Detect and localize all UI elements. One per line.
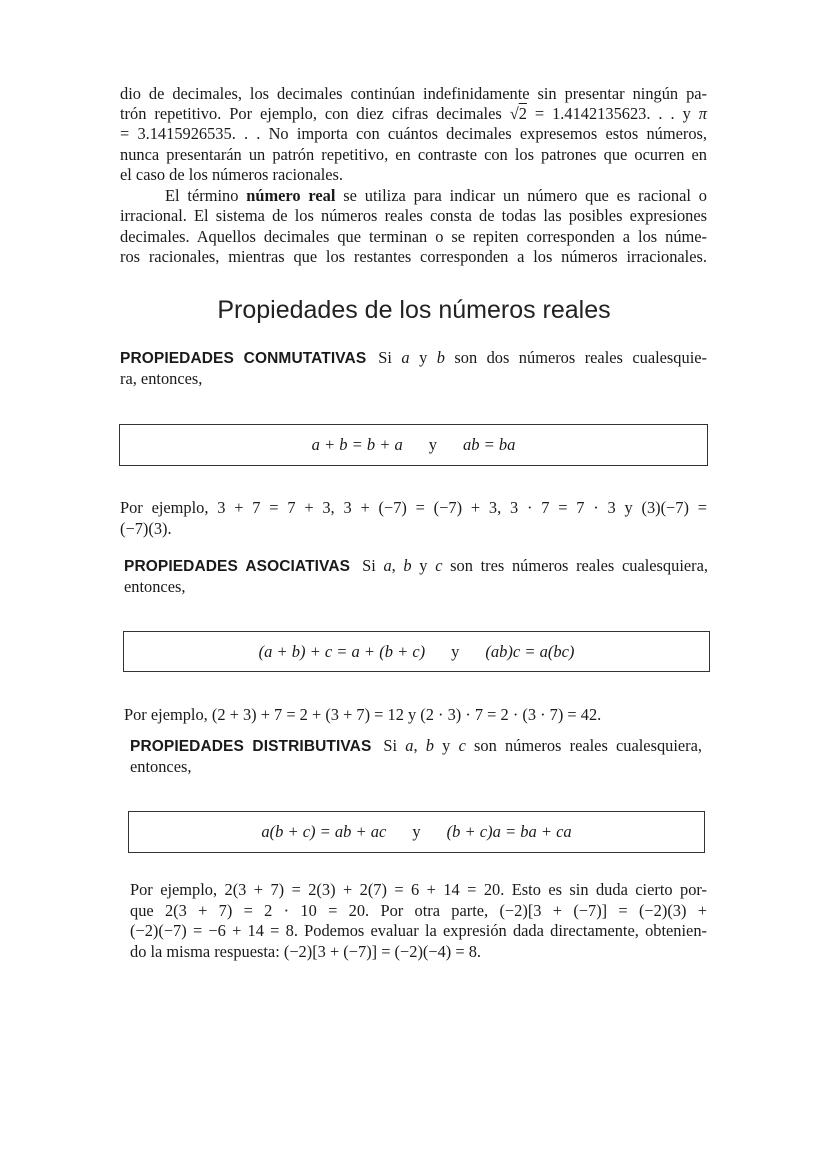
text-segment: El término (165, 186, 247, 205)
text-line (120, 348, 707, 369)
text-line (165, 186, 707, 206)
text-line (130, 736, 702, 757)
text-segment: Si (383, 736, 406, 755)
text-line: (−7)(3). (120, 519, 172, 538)
text-line: entonces, (124, 577, 186, 596)
text-line: nunca presentarán un patrón repetitivo, en contraste con los patrones que ocurren en (120, 145, 707, 164)
connector: y (428, 435, 437, 454)
text-line: Por ejemplo, (2 + 3) + 7 = 2 + (3 + 7) = 12 y (2 · 3) · 7 = 2 · (3 · 7) = 42. (124, 705, 602, 724)
section-heading: Propiedades de los números reales (217, 296, 611, 324)
var: c (435, 556, 443, 575)
text-line: = 3.1415926535. . . No importa con cuántos decimales expresemos estos números, (120, 124, 707, 143)
text-line (120, 104, 707, 124)
text-segment: son dos números reales cualesquie- (444, 348, 707, 367)
text-segment: y (411, 556, 436, 575)
text-line: que 2(3 + 7) = 2 · 10 = 20. Por otra parte, (−2)[3 + (−7)] = (−2)(3) + (130, 901, 707, 920)
formula-box (119, 424, 708, 466)
text-line: ra, entonces, (120, 369, 203, 388)
var: b (425, 736, 434, 755)
text-line: el caso de los números racionales. (120, 165, 344, 184)
property-title: PROPIEDADES CONMUTATIVAS (120, 350, 367, 367)
text-line: decimales. Aquellos decimales que terminan o se repiten corresponden a los núme- (120, 227, 707, 246)
text-line: entonces, (130, 757, 192, 776)
formula-box (128, 811, 705, 853)
text-segment: y (433, 736, 459, 755)
formula: (b + c)a = ba + ca (446, 822, 572, 841)
formula: a + b = b + a (311, 435, 403, 454)
formula: ab = ba (463, 435, 516, 454)
var: c (458, 736, 466, 755)
sqrt-radicand: 2 (518, 104, 527, 123)
var: b (403, 556, 412, 575)
property-title: PROPIEDADES ASOCIATIVAS (124, 558, 351, 575)
formula: (ab)c = a(bc) (485, 641, 575, 661)
formula: a(b + c) = ab + ac (261, 822, 387, 841)
text-line: Por ejemplo, 2(3 + 7) = 2(3) + 2(7) = 6 + 14 = 20. Esto es sin duda cierto por- (130, 880, 707, 899)
text-segment: , (391, 556, 404, 575)
text-segment: se utiliza para indicar un número que es racional o (335, 186, 707, 205)
var: a (383, 556, 392, 575)
connector: y (451, 641, 460, 661)
text-segment: son números reales cualesquiera, (465, 736, 703, 755)
text-line: Por ejemplo, 3 + 7 = 7 + 3, 3 + (−7) = (−7) + 3, 3 · 7 = 7 · 3 y (3)(−7) = (120, 498, 707, 517)
property-title: PROPIEDADES DISTRIBUTIVAS (130, 738, 372, 755)
text-segment: y (409, 348, 437, 367)
text-segment: , (413, 736, 426, 755)
text-segment: son tres números reales cualesquiera, (442, 556, 708, 575)
text-line: ros racionales, mientras que los restantes corresponden a los números irracionales. (120, 247, 707, 266)
text-segment: Si (378, 348, 402, 367)
text-line: (−2)(−7) = −6 + 14 = 8. Podemos evaluar la expresión dada directamente, obtenien- (130, 921, 707, 940)
var: b (436, 348, 445, 367)
text-segment: trón repetitivo. Por ejemplo, con diez cifras decimales √ (120, 104, 519, 123)
formula-box (123, 631, 710, 672)
formula: (a + b) + c = a + (b + c) (258, 641, 426, 661)
text-line: irracional. El sistema de los números reales consta de todas las posibles expresiones (120, 206, 707, 225)
pi-symbol: π (698, 104, 707, 123)
connector: y (412, 822, 421, 841)
text-segment: = 1.4142135623. . . y (526, 104, 699, 123)
term-numero-real: número real (246, 186, 336, 205)
text-line (124, 556, 708, 577)
text-line: do la misma respuesta: (−2)[3 + (−7)] = (−2)(−4) = 8. (130, 942, 481, 961)
text-segment: Si (362, 556, 384, 575)
var: a (405, 736, 414, 755)
var: a (401, 348, 410, 367)
text-line: dio de decimales, los decimales continúan indefinidamente sin presentar ningún pa- (120, 84, 707, 103)
